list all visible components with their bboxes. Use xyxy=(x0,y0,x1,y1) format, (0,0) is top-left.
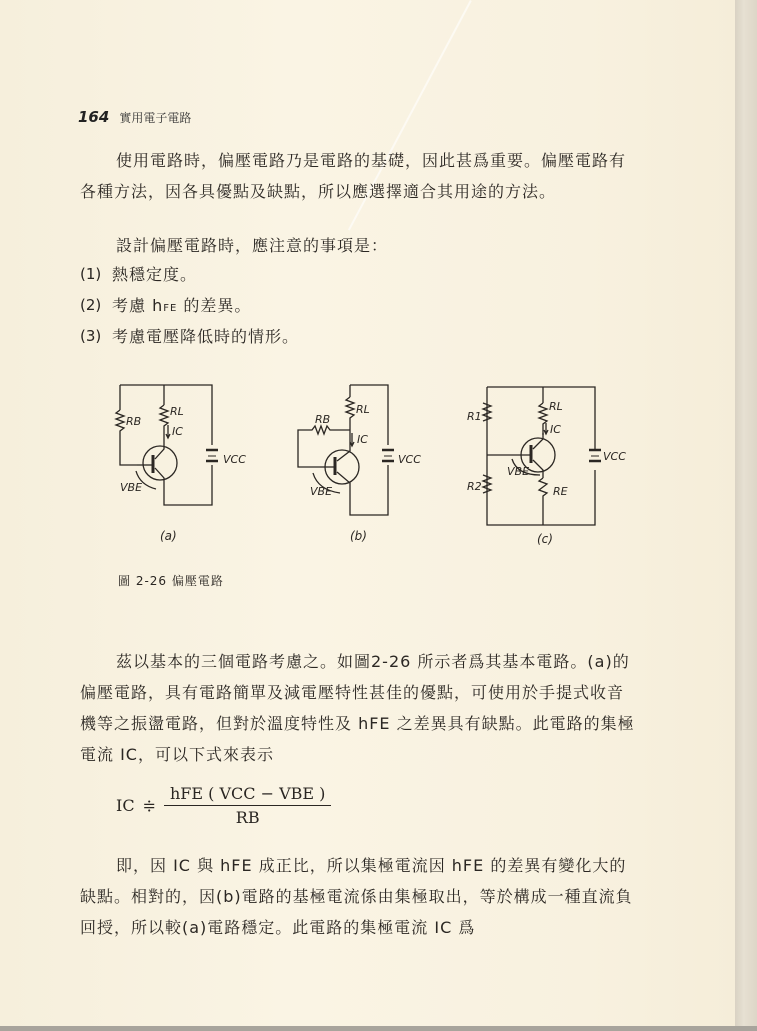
formula-denominator: RB xyxy=(235,808,260,827)
intro-paragraph: 使用電路時，偏壓電路乃是電路的基礎，因此甚爲重要。偏壓電路有各種方法，因各具優點及缺點，所以應選擇適合其用途的方法。 xyxy=(80,151,627,201)
circuit-diagram-a xyxy=(100,375,260,550)
svg-text:IC: IC xyxy=(172,425,183,438)
svg-text:VBE: VBE xyxy=(507,465,530,478)
collector-current-formula xyxy=(116,784,331,827)
page-number: 164 xyxy=(78,108,110,126)
list-item: (1) 熱穩定度。 xyxy=(80,264,198,284)
svg-text:VCC: VCC xyxy=(223,453,246,466)
svg-text:VBE: VBE xyxy=(120,481,143,494)
svg-text:VCC: VCC xyxy=(603,450,626,463)
list-item: (3) 考慮電壓降低時的情形。 xyxy=(80,326,300,346)
panel-label-c: (c) xyxy=(537,532,553,546)
svg-text:R1: R1 xyxy=(467,410,482,423)
running-header xyxy=(78,108,191,126)
page-edge xyxy=(735,0,757,1031)
svg-text:IC: IC xyxy=(550,423,561,436)
formula-relation: ≑ xyxy=(142,796,156,815)
list-item: (2) 考慮 hFE 的差異。 xyxy=(80,295,252,315)
svg-text:RL: RL xyxy=(549,400,563,413)
circuit-diagram-c xyxy=(465,375,635,550)
svg-text:RB: RB xyxy=(315,413,331,426)
body-paragraph-2: 即，因 IC 與 hFE 成正比，所以集極電流因 hFE 的差異有變化大的缺點。相對的，因(b)電路的基極電流係由集極取出，等於構成一種直流負回授，所以較(a)電路穩定。此電路的集極電流 IC 爲 xyxy=(80,856,633,937)
svg-text:R2: R2 xyxy=(467,480,482,493)
body-paragraph-1: 茲以基本的三個電路考慮之。如圖2-26 所示者爲其基本電路。(a)的偏壓電路，具有電路簡單及減電壓特性甚佳的優點，可使用於手提式收音機等之振盪電路，但對於溫度特性及 hFE 之差異具有缺點。此電路的集極電流 IC，可以下式來表示 xyxy=(80,652,635,764)
circuit-diagram-b xyxy=(280,375,440,550)
svg-text:RL: RL xyxy=(356,403,370,416)
formula-lhs: IC xyxy=(116,796,135,815)
svg-text:RL: RL xyxy=(170,405,184,418)
svg-text:RB: RB xyxy=(126,415,142,428)
panel-label-b: (b) xyxy=(350,529,367,543)
formula-fraction xyxy=(164,784,331,827)
bottom-edge xyxy=(0,1026,757,1031)
svg-text:RE: RE xyxy=(553,485,568,498)
svg-text:VBE: VBE xyxy=(310,485,333,498)
svg-text:IC: IC xyxy=(357,433,368,446)
design-considerations-list xyxy=(80,258,299,351)
design-lead: 設計偏壓電路時，應注意的事項是： xyxy=(116,236,389,255)
panel-label-a: (a) xyxy=(160,529,177,543)
formula-numerator: hFE ( VCC − VBE ) xyxy=(164,784,331,806)
figure-caption: 圖 2-26 偏壓電路 xyxy=(118,574,224,588)
running-title: 實用電子電路 xyxy=(119,111,192,125)
svg-text:VCC: VCC xyxy=(398,453,421,466)
